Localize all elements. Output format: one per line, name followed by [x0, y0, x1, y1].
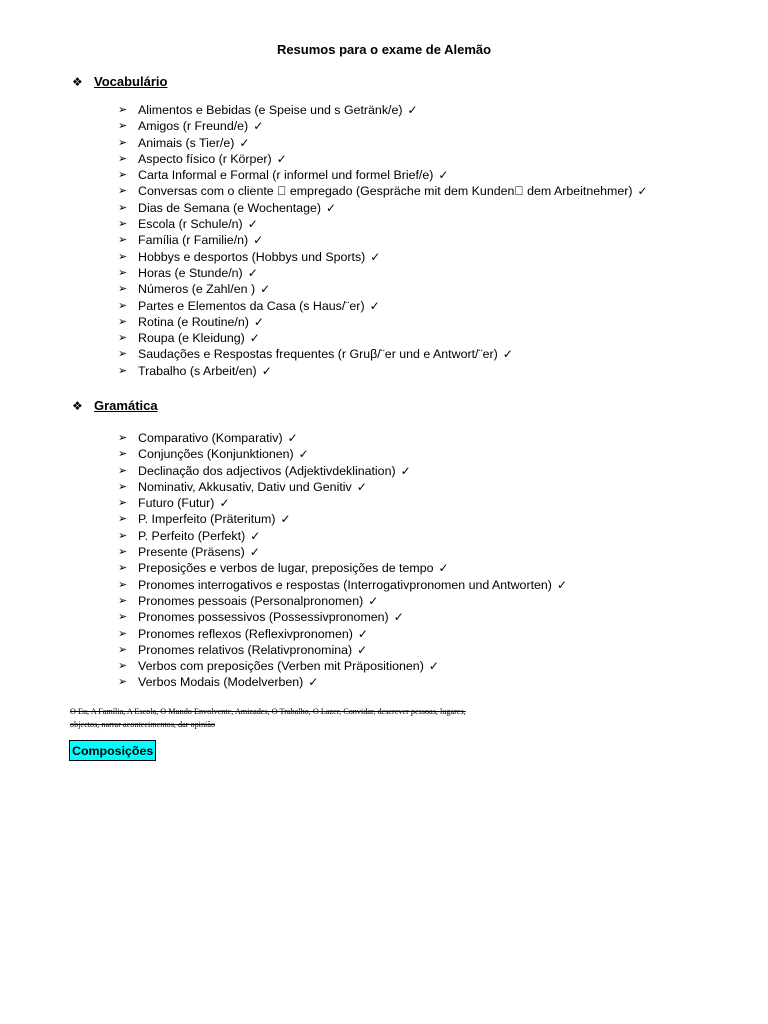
list-item: [118, 281, 648, 297]
arrow-bullet-icon: ➢: [118, 315, 128, 328]
checkmark-icon: ✓: [280, 512, 291, 527]
list-item-text: Carta Informal e Formal (r informel und formel Brief/e): [138, 168, 434, 183]
list-item: [118, 528, 567, 544]
arrow-bullet-icon: ➢: [118, 448, 128, 461]
list-item: [118, 593, 567, 609]
arrow-bullet-icon: ➢: [118, 250, 128, 263]
list-item: [118, 200, 648, 216]
arrow-bullet-icon: ➢: [118, 513, 128, 526]
list-item-text: Presente (Präsens): [138, 545, 245, 560]
arrow-bullet-icon: ➢: [118, 283, 128, 296]
diamond-bullet-icon: ❖: [72, 398, 83, 413]
list-item-text: Pronomes pessoais (Personalpronomen): [138, 593, 364, 608]
list-item: [118, 544, 567, 560]
list-item: [118, 609, 567, 625]
arrow-bullet-icon: ➢: [118, 546, 128, 559]
list-item: [118, 642, 567, 658]
list-item-text: Pronomes interrogativos e respostas (Interrogativpronomen und Antworten): [138, 577, 552, 592]
list-item-text: Comparativo (Komparativ): [138, 431, 283, 445]
arrow-bullet-icon: ➢: [118, 578, 128, 591]
list-item: [118, 167, 648, 183]
checkmark-icon: ✓: [368, 593, 379, 608]
arrow-bullet-icon: ➢: [118, 348, 128, 361]
arrow-bullet-icon: ➢: [118, 201, 128, 214]
list-item-text: Escola (r Schule/n): [138, 217, 243, 232]
arrow-bullet-icon: ➢: [118, 266, 128, 279]
checkmark-icon: ✓: [357, 642, 368, 657]
section-heading-label: Gramática: [94, 398, 158, 413]
list-item: [118, 151, 648, 167]
list-item-text: Pronomes possessivos (Possessivpronomen): [138, 610, 389, 625]
arrow-bullet-icon: ➢: [118, 497, 128, 510]
checkmark-icon: ✓: [393, 610, 404, 625]
list-item: [118, 265, 648, 281]
arrow-bullet-icon: ➢: [118, 218, 128, 231]
checkmark-icon: ✓: [253, 314, 264, 329]
list-item-text: Declinação dos adjectivos (Adjektivdeklination): [138, 463, 396, 478]
checkmark-icon: ✓: [438, 561, 449, 576]
list-item-text: Hobbys e desportos (Hobbys und Sports): [138, 249, 366, 264]
list-item-text: Verbos Modais (Modelverben): [138, 675, 304, 690]
list-item: [118, 216, 648, 232]
list-item: [118, 363, 648, 379]
checkmark-icon: ✓: [357, 626, 368, 641]
list-item-text: Pronomes relativos (Relativpronomina): [138, 642, 353, 657]
arrow-bullet-icon: ➢: [118, 611, 128, 624]
diamond-bullet-icon: ❖: [72, 74, 83, 89]
list-item: [118, 446, 567, 462]
list-item-text: Família (r Familie/n): [138, 233, 249, 248]
list-item: [118, 626, 567, 642]
checkmark-icon: ✓: [370, 249, 381, 264]
arrow-bullet-icon: ➢: [118, 169, 128, 182]
arrow-bullet-icon: ➢: [118, 676, 128, 689]
list-item-text: Amigos (r Freund/e): [138, 119, 249, 134]
checkmark-icon: ✓: [261, 363, 272, 378]
list-item: [118, 463, 567, 479]
checkmark-icon: ✓: [369, 298, 380, 313]
list-item: [118, 511, 567, 527]
checkmark-icon: ✓: [298, 447, 309, 462]
list-item: [118, 674, 567, 690]
list-item: [118, 495, 567, 511]
checkmark-icon: ✓: [219, 496, 230, 511]
checkmark-icon: ✓: [247, 217, 258, 232]
checkmark-icon: ✓: [556, 577, 567, 592]
arrow-bullet-icon: ➢: [118, 529, 128, 542]
checkmark-icon: ✓: [249, 545, 260, 560]
section-heading-vocabulario: [72, 74, 167, 89]
checkmark-icon: ✓: [308, 675, 319, 690]
list-item: [118, 330, 648, 346]
arrow-bullet-icon: ➢: [118, 660, 128, 673]
checkmark-icon: ✓: [325, 200, 337, 215]
grammar-list: [118, 430, 567, 691]
list-item-text: Trabalho (s Arbeit/en): [138, 363, 257, 378]
checkmark-icon: ✓: [253, 233, 264, 248]
list-item-text: Dias de Semana (e Wochentage): [138, 200, 321, 215]
checkmark-icon: ✓: [428, 659, 439, 674]
list-item: [118, 183, 648, 199]
list-item-text: Números (e Zahl/en ): [138, 282, 256, 297]
struck-through-topics-note: O Eu, A Família, A Escola, O Mundo Envolvente, Amizades, O Trabalho, O Lazer, Convidar, descrever pessoas, lugares, objectos, narrar acontecimentos, dar opinião: [70, 707, 466, 729]
list-item: [118, 232, 648, 248]
list-item-text: Partes e Elementos da Casa (s Haus/¨er): [138, 298, 365, 313]
list-item-text: P. Perfeito (Perfekt): [138, 528, 246, 543]
list-item-text: Preposições e verbos de lugar, preposições de tempo: [138, 561, 434, 576]
list-item: [118, 479, 567, 495]
checkmark-icon: ✓: [276, 151, 287, 166]
arrow-bullet-icon: ➢: [118, 627, 128, 640]
arrow-bullet-icon: ➢: [118, 332, 128, 345]
arrow-bullet-icon: ➢: [118, 299, 128, 312]
list-item-text: Saudações e Respostas frequentes (r Gruβ/¨er und e Antwort/¨er): [138, 347, 498, 362]
arrow-bullet-icon: ➢: [118, 562, 128, 575]
list-item: [118, 314, 648, 330]
arrow-bullet-icon: ➢: [118, 464, 128, 477]
checkmark-icon: ✓: [407, 103, 418, 117]
vocabulary-list: [118, 102, 648, 379]
list-item: [118, 560, 567, 576]
arrow-bullet-icon: ➢: [118, 120, 128, 133]
list-item: [118, 102, 648, 118]
checkmark-icon: ✓: [615, 184, 626, 199]
checkmark-icon: ✓: [249, 331, 260, 346]
list-item-text: Rotina (e Routine/n): [138, 314, 249, 329]
composicoes-highlighted-label: Composições: [69, 740, 156, 761]
list-item: [118, 658, 567, 674]
list-item: [118, 135, 648, 151]
list-item-text: Conjunções (Konjunktionen): [138, 447, 294, 462]
checkmark-icon: ✓: [239, 135, 250, 150]
page-title: Resumos para o exame de Alemão: [276, 42, 492, 57]
list-item-text: Alimentos e Bebidas (e Speise und s Getränk/e): [138, 103, 403, 117]
arrow-bullet-icon: ➢: [118, 185, 128, 198]
checkmark-icon: ✓: [260, 282, 271, 297]
list-item-text: Roupa (e Kleidung): [138, 331, 245, 346]
section-heading-gramatica: [72, 398, 158, 413]
arrow-bullet-icon: ➢: [118, 104, 128, 116]
checkmark-icon: ✓: [356, 479, 367, 494]
list-item-text: P. Imperfeito (Präteritum): [138, 512, 276, 527]
arrow-bullet-icon: ➢: [118, 643, 128, 656]
list-item: [118, 118, 648, 134]
list-item-text: Animais (s Tier/e): [138, 135, 235, 150]
arrow-bullet-icon: ➢: [118, 594, 128, 607]
list-item-text: Nominativ, Akkusativ, Dativ und Genitiv: [138, 479, 352, 494]
list-item: [118, 577, 567, 593]
list-item: [118, 346, 648, 362]
list-item-text: Horas (e Stunde/n): [138, 265, 243, 280]
checkmark-icon: ✓: [438, 168, 449, 183]
arrow-bullet-icon: ➢: [118, 364, 128, 377]
list-item-text: Aspecto físico (r Körper): [138, 151, 272, 166]
list-item-text: Pronomes reflexos (Reflexivpronomen): [138, 626, 353, 641]
list-item-text: Verbos com preposições (Verben mit Präpositionen): [138, 659, 424, 674]
checkmark-icon: ✓: [400, 463, 411, 478]
section-heading-label: Vocabulário: [94, 74, 168, 89]
checkmark-icon: ✓: [250, 528, 261, 543]
checkmark-icon: ✓: [287, 431, 298, 445]
list-item: [118, 249, 648, 265]
arrow-bullet-icon: ➢: [118, 432, 128, 444]
list-item: [118, 298, 648, 314]
list-item: [118, 430, 567, 446]
list-item-text: Conversas com o cliente empregado (Gespräche mit dem Kunden dem Arbeitnehmer): [138, 184, 611, 199]
checkmark-icon: ✓: [502, 347, 513, 362]
checkmark-icon: ✓: [253, 119, 264, 134]
arrow-bullet-icon: ➢: [118, 136, 128, 149]
arrow-bullet-icon: ➢: [118, 152, 128, 165]
checkmark-icon: ✓: [247, 265, 258, 280]
arrow-bullet-icon: ➢: [118, 234, 128, 247]
list-item-text: Futuro (Futur): [138, 496, 215, 511]
arrow-bullet-icon: ➢: [118, 480, 128, 493]
